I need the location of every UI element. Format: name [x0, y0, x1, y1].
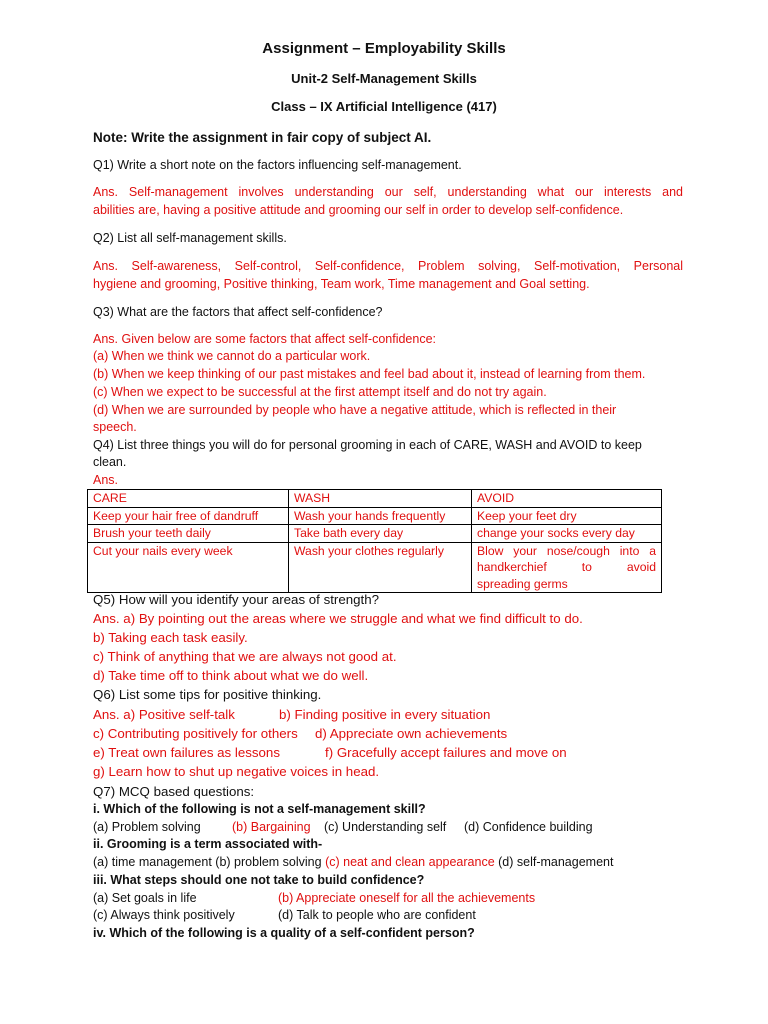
table-cell: Cut your nails every week: [88, 542, 289, 593]
cell-line: spreading germs: [477, 576, 568, 591]
q7-ii-option-a: (a) time management: [93, 855, 212, 869]
q2-answer-line2: hygiene and grooming, Positive thinking, Team work, Time management and Goal setting.: [93, 277, 590, 291]
q6-answer-c: c) Contributing positively for others: [93, 726, 298, 741]
q7-iii-options-row1: [93, 890, 683, 907]
q7-ii-option-b: (b) problem solving: [215, 855, 322, 869]
q7-ii-option-c: (c) neat and clean appearance: [325, 855, 495, 869]
q2-question: Q2) List all self-management skills.: [93, 231, 287, 245]
q3-answer-b: (b) When we keep thinking of our past mistakes and feel bad about it, instead of learning from them.: [93, 367, 646, 381]
q6-answer-row1: [93, 706, 683, 723]
table-row: [88, 507, 662, 525]
q3-answer-c: (c) When we expect to be successful at the first attempt itself and do not try again.: [93, 385, 547, 399]
q7-iii-option-b: (b) Appreciate oneself for all the achievements: [278, 891, 536, 905]
q5-answer-c: c) Think of anything that we are always not good at.: [93, 649, 397, 664]
table-row: [88, 542, 662, 593]
q3-answer-d-line1: (d) When we are surrounded by people who have a negative attitude, which is reflected in their: [93, 403, 617, 417]
q7-iii-question: iii. What steps should one not take to build confidence?: [93, 873, 425, 887]
class-title: Class – IX Artificial Intelligence (417): [271, 99, 497, 114]
q3-question: Q3) What are the factors that affect self-confidence?: [93, 305, 383, 319]
q6-answer-f: f) Gracefully accept failures and move on: [325, 745, 567, 760]
q1-answer-line1: Ans. Self-management involves understanding our self, understanding what our interests and: [93, 185, 683, 199]
q7-iii-options-row2: [93, 907, 683, 924]
q6-answer-d: d) Appreciate own achievements: [315, 726, 508, 741]
q6-answer-b: b) Finding positive in every situation: [279, 707, 491, 722]
q6-answer-row3: [93, 744, 683, 761]
q5-answer-b: b) Taking each task easily.: [93, 630, 248, 645]
table-cell-multiline: [472, 542, 662, 593]
q7-i-question: i. Which of the following is not a self-management skill?: [93, 802, 426, 816]
table-cell: Keep your feet dry: [472, 507, 662, 525]
cell-line: Blow your nose/cough into a: [477, 543, 656, 558]
page-title: Assignment – Employability Skills: [262, 40, 506, 57]
q4-ans-label: Ans.: [93, 473, 119, 487]
q7-ii-question: ii. Grooming is a term associated with-: [93, 837, 323, 851]
q3-answer-a: (a) When we think we cannot do a particular work.: [93, 349, 371, 363]
table-cell: Wash your hands frequently: [289, 507, 472, 525]
q3-answer-d-line2: speech.: [93, 420, 137, 434]
q4-question-line2: clean.: [93, 455, 127, 469]
table-cell: Brush your teeth daily: [88, 525, 289, 543]
table-cell: Keep your hair free of dandruff: [88, 507, 289, 525]
q6-answer-g: g) Learn how to shut up negative voices in head.: [93, 764, 380, 779]
q2-answer-line1: Ans. Self-awareness, Self-control, Self-confidence, Problem solving, Self-motivation, Personal: [93, 259, 683, 273]
q7-iii-option-c: (c) Always think positively: [93, 908, 235, 922]
q7-ii-option-d: (d) self-management: [498, 855, 614, 869]
q7-iii-option-d: (d) Talk to people who are confident: [278, 908, 476, 922]
q6-answer-row2: [93, 725, 683, 742]
q7-ii-options: [93, 854, 683, 871]
q7-iii-option-a: (a) Set goals in life: [93, 891, 197, 905]
table-header-wash: WASH: [289, 490, 472, 508]
q6-question: Q6) List some tips for positive thinking.: [93, 687, 322, 702]
q7-i-option-c: (c) Understanding self: [324, 820, 447, 834]
q6-answer-a: Ans. a) Positive self-talk: [93, 707, 235, 722]
q7-i-option-b: (b) Bargaining: [232, 820, 311, 834]
table-header-avoid: AVOID: [472, 490, 662, 508]
q7-iv-question: iv. Which of the following is a quality of a self-confident person?: [93, 926, 475, 940]
q6-answer-e: e) Treat own failures as lessons: [93, 745, 280, 760]
q5-answer-d: d) Take time off to think about what we do well.: [93, 668, 369, 683]
cell-line: handkerchief to avoid: [477, 560, 656, 574]
table-cell: Wash your clothes regularly: [289, 542, 472, 593]
q4-question-line1: Q4) List three things you will do for personal grooming in each of CARE, WASH and AVOID to keep: [93, 438, 642, 452]
table-cell: Take bath every day: [289, 525, 472, 543]
q1-answer-line2: abilities are, having a positive attitude and grooming our self in order to develop self-confidence.: [93, 203, 624, 217]
q7-question: Q7) MCQ based questions:: [93, 784, 255, 799]
grooming-table: [87, 489, 662, 593]
table-row: [88, 525, 662, 543]
table-header-row: [88, 490, 662, 508]
q5-question: Q5) How will you identify your areas of strength?: [93, 592, 380, 607]
table-header-care: CARE: [88, 490, 289, 508]
q7-i-options: [93, 819, 683, 836]
table-cell: change your socks every day: [472, 525, 662, 543]
assignment-note: Note: Write the assignment in fair copy of subject AI.: [93, 130, 432, 145]
q1-question: Q1) Write a short note on the factors influencing self-management.: [93, 158, 462, 172]
unit-title: Unit-2 Self-Management Skills: [291, 71, 477, 86]
q3-answer-intro: Ans. Given below are some factors that affect self-confidence:: [93, 332, 436, 346]
q7-i-option-a: (a) Problem solving: [93, 820, 201, 834]
q7-i-option-d: (d) Confidence building: [464, 820, 593, 834]
q5-answer-a: Ans. a) By pointing out the areas where we struggle and what we find difficult to do.: [93, 611, 583, 626]
